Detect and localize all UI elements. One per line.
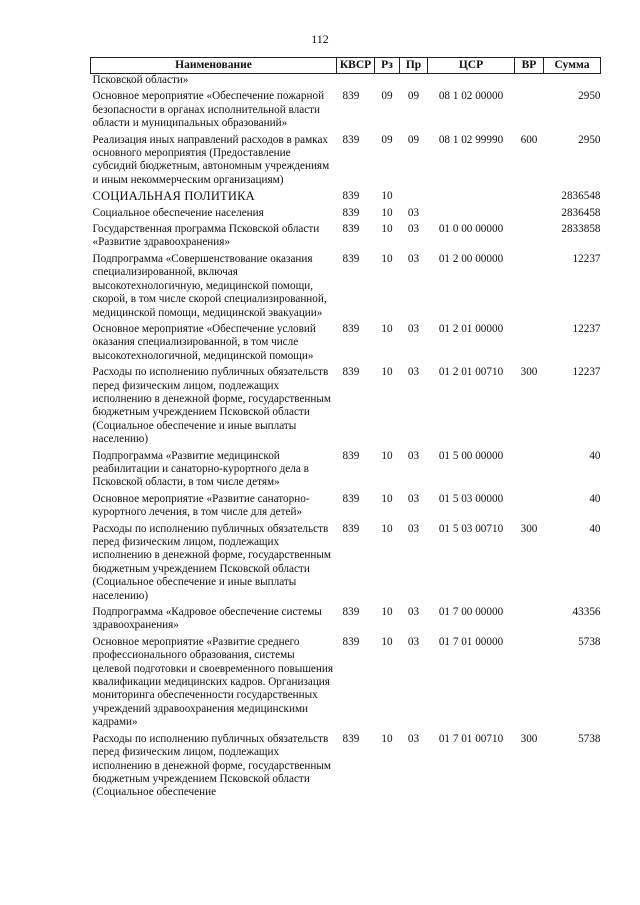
header-name: Наименование xyxy=(91,58,337,74)
cell-sum: 5738 xyxy=(578,635,601,648)
cell-vr xyxy=(515,90,544,130)
cell-csr: 08 1 02 00000 xyxy=(438,90,504,103)
cell-rz: 09 xyxy=(381,133,393,146)
table-row xyxy=(91,366,601,446)
cell-name: Основное мероприятие «Развитие санаторно-курортного лечения, в том числе для детей» xyxy=(92,492,310,519)
cell-pr: 03 xyxy=(407,252,420,265)
cell-vr xyxy=(515,323,544,363)
cell-rz xyxy=(375,74,400,88)
cell-kvsr: 839 xyxy=(342,606,360,619)
cell-csr: 01 5 00 00000 xyxy=(438,449,504,462)
cell-name: СОЦИАЛЬНАЯ ПОЛИТИКА xyxy=(92,189,255,204)
cell-rz: 10 xyxy=(381,732,393,745)
table-row xyxy=(91,636,601,730)
cell-kvsr: 839 xyxy=(342,522,360,535)
cell-sum xyxy=(544,74,601,88)
cell-name: Социальное обеспечение населения xyxy=(92,206,264,219)
page-number: 112 xyxy=(311,32,329,46)
cell-rz: 10 xyxy=(381,322,393,335)
cell-vr xyxy=(515,450,544,490)
cell-csr: 01 2 00 00000 xyxy=(438,252,504,265)
cell-vr xyxy=(515,606,544,633)
cell-sum: 2950 xyxy=(578,133,601,146)
cell-kvsr: 839 xyxy=(342,252,360,265)
cell-pr: 03 xyxy=(407,522,420,535)
row-spacer xyxy=(91,800,601,803)
cell-csr: 01 5 03 00000 xyxy=(438,492,504,505)
cell-name: Подпрограмма «Совершенствование оказания специализированной, включая высокотехнологичную, медицинской помощи, скорой, в том числе скорой специализированной, медицинской помощи, медицинской эвакуации» xyxy=(92,252,327,319)
row-spacer-cell xyxy=(91,800,601,803)
cell-vr: 300 xyxy=(520,522,538,535)
cell-pr: 03 xyxy=(407,322,420,335)
cell-sum: 40 xyxy=(589,492,601,505)
cell-rz: 10 xyxy=(381,366,393,379)
cell-vr: 600 xyxy=(520,133,538,146)
cell-sum: 12237 xyxy=(572,322,601,335)
cell-kvsr: 839 xyxy=(342,635,360,648)
cell-pr: 03 xyxy=(407,206,420,219)
cell-name: Расходы по исполнению публичных обязательств перед физическим лицом, подлежащих исполнению в денежной форме, государственным бюджетным учреждением Псковской области (Социальное обеспечение и иные выплаты населению) xyxy=(92,366,331,446)
cell-sum: 12237 xyxy=(572,366,601,379)
cell-kvsr: 839 xyxy=(342,90,360,103)
header-rz: Рз xyxy=(375,58,400,74)
cell-vr xyxy=(515,493,544,520)
table-row xyxy=(91,606,601,633)
cell-csr: 01 2 01 00710 xyxy=(438,366,504,379)
cell-csr xyxy=(428,190,515,203)
cell-csr: 01 0 00 00000 xyxy=(438,223,504,236)
table-header-row xyxy=(91,58,601,74)
cell-pr xyxy=(400,190,428,203)
table-row xyxy=(91,493,601,520)
budget-table xyxy=(90,57,601,803)
cell-name: Расходы по исполнению публичных обязательств перед физическим лицом, подлежащих исполнению в денежной форме, государственным бюджетным учреждением Псковской области (Социальное обеспечение и иные выплаты населению) xyxy=(92,522,331,602)
cell-rz: 10 xyxy=(381,522,393,535)
cell-kvsr: 839 xyxy=(342,449,360,462)
table-body xyxy=(91,74,601,803)
table-row xyxy=(91,450,601,490)
cell-name: Подпрограмма «Развитие медицинской реабилитации и санаторно-курортного дела в Псковской области, в том числе детям» xyxy=(92,449,309,489)
cell-rz: 10 xyxy=(381,492,393,505)
header-csr: ЦСР xyxy=(428,58,515,74)
cell-rz: 10 xyxy=(381,449,393,462)
cell-name: Подпрограмма «Кадровое обеспечение системы здравоохранения» xyxy=(92,606,322,632)
cell-sum: 12237 xyxy=(572,252,601,265)
cell-kvsr xyxy=(337,74,375,88)
cell-rz: 10 xyxy=(381,206,393,219)
cell-sum: 43356 xyxy=(572,606,601,619)
cell-rz: 10 xyxy=(381,190,393,203)
cell-kvsr: 839 xyxy=(342,732,360,745)
cell-name: Расходы по исполнению публичных обязательств перед физическим лицом, подлежащих исполнению в денежной форме, государственным бюджетным учреждением Псковской области (Социальное обеспечение xyxy=(92,732,331,799)
table-row xyxy=(91,523,601,603)
cell-rz: 10 xyxy=(381,223,393,236)
cell-name: Основное мероприятие «Обеспечение условий оказания специализированной, в том числе высокотехнологичной, медицинской помощи» xyxy=(92,322,316,362)
cell-csr xyxy=(428,207,515,220)
cell-vr xyxy=(515,207,544,220)
cell-sum: 2836548 xyxy=(561,190,601,203)
cell-vr: 300 xyxy=(520,366,538,379)
cell-pr: 03 xyxy=(407,606,420,619)
cell-pr: 03 xyxy=(407,635,420,648)
cell-rz: 10 xyxy=(381,606,393,619)
cell-csr: 01 5 03 00710 xyxy=(438,522,504,535)
cell-csr: 08 1 02 99990 xyxy=(438,133,504,146)
cell-csr: 01 2 01 00000 xyxy=(438,322,504,335)
cell-pr: 03 xyxy=(407,492,420,505)
cell-csr xyxy=(428,74,515,88)
cell-kvsr: 839 xyxy=(342,206,360,219)
cell-kvsr: 839 xyxy=(342,223,360,236)
table-row xyxy=(91,323,601,363)
cell-vr: 300 xyxy=(520,732,538,745)
cell-name: Основное мероприятие «Развитие среднего профессионального образования, системы целевой подготовки и своевременного повышения квалификации медицинских кадров. Организация мониторинга обеспеченности государственных учреждений здравоохранения медицинскими кадрами» xyxy=(92,635,334,729)
table-row xyxy=(91,134,601,188)
cell-vr xyxy=(515,636,544,730)
cell-vr xyxy=(515,253,544,320)
table-row xyxy=(91,253,601,320)
cell-rz: 10 xyxy=(381,252,393,265)
cell-pr: 03 xyxy=(407,366,420,379)
cell-kvsr: 839 xyxy=(342,492,360,505)
header-vr: ВР xyxy=(515,58,544,74)
cell-vr xyxy=(515,190,544,203)
cell-pr: 09 xyxy=(407,90,420,103)
cell-pr: 09 xyxy=(407,133,420,146)
cell-kvsr: 839 xyxy=(342,366,360,379)
cell-pr: 03 xyxy=(407,732,420,745)
header-sum: Сумма xyxy=(544,58,601,74)
table-row xyxy=(91,90,601,130)
table-row xyxy=(91,733,601,800)
cell-csr: 01 7 00 00000 xyxy=(438,606,504,619)
table-row xyxy=(91,190,601,203)
cell-name: Псковской области» xyxy=(92,74,189,86)
cell-pr xyxy=(400,74,428,88)
cell-name: Основное мероприятие «Обеспечение пожарной безопасности в органах исполнительной власти области и муниципальных образований» xyxy=(92,90,325,130)
cell-sum: 2950 xyxy=(578,90,601,103)
cell-vr xyxy=(515,223,544,250)
cell-sum: 40 xyxy=(589,522,601,535)
table-row xyxy=(91,207,601,220)
cell-sum: 2836458 xyxy=(561,206,601,219)
cell-rz: 09 xyxy=(381,90,393,103)
cell-sum: 2833858 xyxy=(561,223,601,236)
cell-kvsr: 839 xyxy=(342,190,360,203)
cell-csr: 01 7 01 00000 xyxy=(438,635,504,648)
table-row xyxy=(91,74,601,88)
cell-rz: 10 xyxy=(381,635,393,648)
cell-csr: 01 7 01 00710 xyxy=(438,732,504,745)
cell-kvsr: 839 xyxy=(342,322,360,335)
cell-kvsr: 839 xyxy=(342,133,360,146)
cell-sum: 40 xyxy=(589,449,601,462)
cell-sum: 5738 xyxy=(578,732,601,745)
cell-pr: 03 xyxy=(407,449,420,462)
header-pr: Пр xyxy=(400,58,428,74)
header-kvsr: КВСР xyxy=(337,58,375,74)
table-row xyxy=(91,223,601,250)
cell-name: Реализация иных направлений расходов в рамках основного мероприятия (Предоставление субсидий бюджетным, автономным учреждениям и иным некоммерческим организациям) xyxy=(92,133,330,186)
cell-name: Государственная программа Псковской области «Развитие здравоохранения» xyxy=(92,223,320,249)
cell-pr: 03 xyxy=(407,223,420,236)
cell-vr xyxy=(515,74,544,88)
